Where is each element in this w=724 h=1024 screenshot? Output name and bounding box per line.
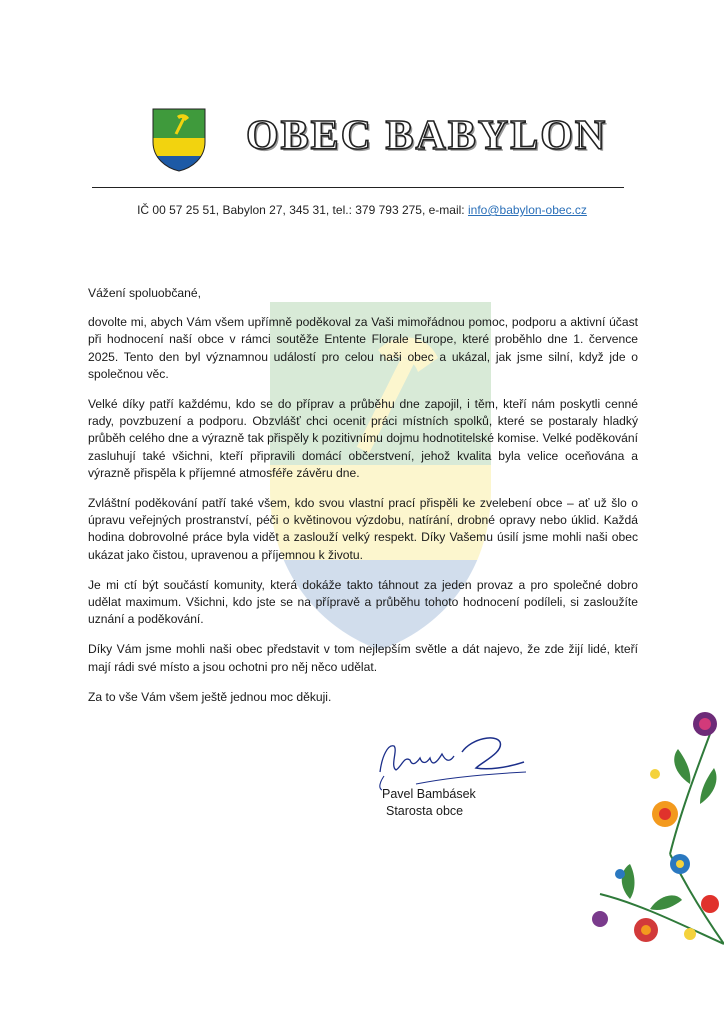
paragraph: Je mi ctí být součástí komunity, která dokáže takto táhnout za jeden provaz a pro společné dobro udělat maximum. Všichni, kdo jste se na přípravě a průběhu tohoto hodnocení podíleli, si zasloužíte uznání a poděkování. <box>88 577 638 627</box>
paragraph: Zvláštní poděkování patří také všem, kdo svou vlastní prací přispěli ke zvelebení obce – ať už šlo o úpravu veřejných prostranství, péči o květinovou výzdobu, natírání, drobné opravy nebo úklid. Každá hodina dobrovolné práce byla vidět a zaslouží velký respekt. Díky Vašemu úsilí jsme mohli naši obec ukázat jako čistou, upravenou a příjemnou k životu. <box>88 496 638 562</box>
letter-body <box>88 285 638 719</box>
email-link[interactable]: info@babylon-obec.cz <box>467 203 587 217</box>
contact-line <box>0 203 724 217</box>
floral-ornament <box>560 694 724 954</box>
signatory-role: Starosta obce <box>386 804 464 818</box>
greeting: Vážení spoluobčané, <box>88 286 201 300</box>
header-divider <box>92 187 624 188</box>
signatory-name: Pavel Bambásek <box>382 787 476 801</box>
paragraph: Za to vše Vám všem ještě jednou moc děkuji. <box>88 689 332 704</box>
paragraph: dovolte mi, abych Vám všem upřímně poděkoval za Vaši mimořádnou pomoc, podporu a aktivní účast při hodnocení naší obce v rámci soutěže Entente Florale Europe, které proběhlo dne 1. července 2025. Tento den byl významnou událostí pro celou naši obec a ukázal, jak jsme silní, když jde o společnou věc. <box>88 315 638 381</box>
village-title: OBEC BABYLON <box>246 113 608 159</box>
coat-of-arms-logo <box>152 108 206 172</box>
paragraph: Díky Vám jsme mohli naši obec představit v tom nejlepším světle a dát najevo, že zde žijí lidé, kteří mají rádi své místo a jsou ochotni pro něj něco udělat. <box>88 642 638 674</box>
handwritten-signature <box>376 726 528 792</box>
signatory <box>382 786 476 820</box>
paragraph: Velké díky patří každému, kdo se do příprav a průběhu dne zapojil, i těm, kteří nám poskytli cenné rady, povzbuzení a podporu. Obzvlášť chci ocenit práci místních spolků, které se postaraly hladký průběh celého dne a výrazně tak přispěly k pozitivnímu dojmu hodnotitelské komise. Velké poděkování zasluhují také všichni, kteří připravili domácí občerstvení, jehož kvalita byla velice oceňována a výrazně přispěla k příjemné atmosféře závěru dne. <box>88 397 638 480</box>
contact-details: IČ 00 57 25 51, Babylon 27, 345 31, tel.: 379 793 275, e-mail: <box>137 203 468 217</box>
